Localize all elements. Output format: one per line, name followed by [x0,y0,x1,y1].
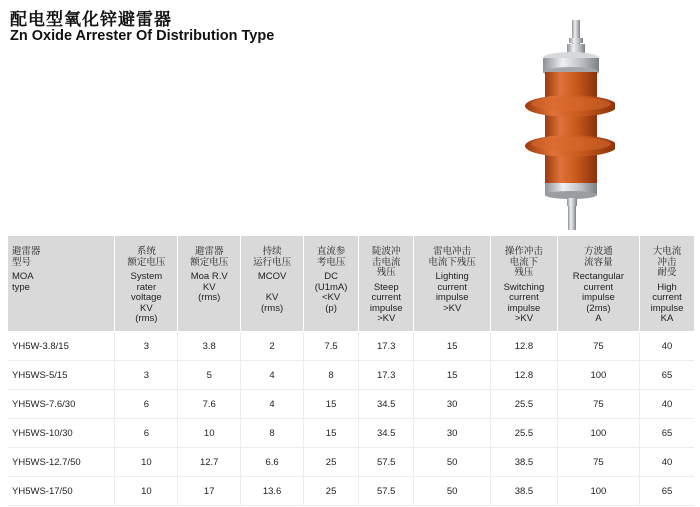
column-header-english: Rectangular current impulse (2ms) A [572,271,625,324]
value-cell: 3 [115,361,178,390]
value-cell: 38.5 [491,448,558,477]
column-header-4 [304,236,359,332]
column-header-chinese: 避雷器 型号 [12,246,41,268]
value-cell: 30 [414,419,491,448]
column-header-5 [359,236,414,332]
column-header-chinese: 方波通 流容量 [584,246,613,268]
column-header-english: MCOV KV (rms) [257,271,287,314]
value-cell: 8 [304,361,359,390]
value-cell: 12.8 [491,332,558,361]
value-cell: 50 [414,448,491,477]
value-cell: 30 [414,390,491,419]
value-cell: 25.5 [491,419,558,448]
model-cell: YH5WS-12.7/50 [8,448,115,477]
model-cell: YH5WS-10/30 [8,419,115,448]
column-header-6 [414,236,491,332]
column-header-3 [241,236,304,332]
column-header-english: Steep current impulse >KV [369,281,403,324]
value-cell: 25 [304,448,359,477]
value-cell: 4 [241,390,304,419]
column-header-0 [8,236,115,332]
column-header-english: Lighting current impulse >KV [435,271,469,314]
model-cell: YH5W-3.8/15 [8,332,115,361]
column-header-9 [640,236,695,332]
column-header-english: Moa R.V KV (rms) [190,271,228,303]
column-header-english: System rater voltage KV (rms) [130,271,163,324]
value-cell: 15 [414,361,491,390]
value-cell: 50 [414,477,491,506]
value-cell: 3 [115,332,178,361]
value-cell: 75 [557,390,639,419]
column-header-1 [115,236,178,332]
column-header-chinese: 避雷器 额定电压 [190,246,229,268]
value-cell: 8 [241,419,304,448]
value-cell: 12.7 [178,448,241,477]
column-header-chinese: 雷电冲击 电流下残压 [428,246,476,268]
table-header-row [8,236,694,332]
value-cell: 10 [178,419,241,448]
value-cell: 65 [640,477,695,506]
value-cell: 15 [414,332,491,361]
table-row [8,477,694,506]
model-cell: YH5WS-7.6/30 [8,390,115,419]
value-cell: 2 [241,332,304,361]
value-cell: 17.3 [359,361,414,390]
value-cell: 40 [640,332,695,361]
value-cell: 7.5 [304,332,359,361]
value-cell: 34.5 [359,419,414,448]
value-cell: 65 [640,419,695,448]
value-cell: 5 [178,361,241,390]
column-header-english: Switching current impulse >KV [503,281,545,324]
value-cell: 34.5 [359,390,414,419]
column-header-english: DC (U1mA) <KV (p) [314,271,348,314]
value-cell: 40 [640,448,695,477]
column-header-chinese: 操作冲击 电流下 残压 [504,246,543,278]
value-cell: 57.5 [359,448,414,477]
value-cell: 6 [115,390,178,419]
value-cell: 15 [304,390,359,419]
column-header-chinese: 系统 额定电压 [127,246,166,268]
value-cell: 4 [241,361,304,390]
value-cell: 6.6 [241,448,304,477]
value-cell: 13.6 [241,477,304,506]
table-row [8,390,694,419]
value-cell: 40 [640,390,695,419]
value-cell: 65 [640,361,695,390]
column-header-chinese: 持续 运行电压 [253,246,292,268]
value-cell: 100 [557,419,639,448]
column-header-english: High current impulse KA [650,281,684,324]
column-header-chinese: 直流参 考电压 [316,246,346,268]
value-cell: 38.5 [491,477,558,506]
column-header-2 [178,236,241,332]
table-row [8,448,694,477]
zinc-oxide-arrester-photo [505,18,615,233]
specification-table [8,236,694,506]
value-cell: 75 [557,332,639,361]
value-cell: 100 [557,477,639,506]
column-header-chinese: 陡波冲 击电流 残压 [371,246,401,278]
column-header-8 [557,236,639,332]
value-cell: 75 [557,448,639,477]
value-cell: 25.5 [491,390,558,419]
column-header-english: MOA type [12,271,34,293]
model-cell: YH5WS-5/15 [8,361,115,390]
value-cell: 57.5 [359,477,414,506]
value-cell: 17.3 [359,332,414,361]
page-title-english: Zn Oxide Arrester Of Distribution Type [10,28,275,44]
column-header-chinese: 大电流 冲击 耐受 [652,246,682,278]
page-title-chinese: 配电型氧化锌避雷器 [10,10,172,30]
value-cell: 12.8 [491,361,558,390]
table-row [8,332,694,361]
table-row [8,361,694,390]
value-cell: 15 [304,419,359,448]
value-cell: 100 [557,361,639,390]
value-cell: 6 [115,419,178,448]
value-cell: 3.8 [178,332,241,361]
table-row [8,419,694,448]
value-cell: 10 [115,448,178,477]
model-cell: YH5WS-17/50 [8,477,115,506]
value-cell: 25 [304,477,359,506]
value-cell: 17 [178,477,241,506]
value-cell: 10 [115,477,178,506]
column-header-7 [491,236,558,332]
value-cell: 7.6 [178,390,241,419]
